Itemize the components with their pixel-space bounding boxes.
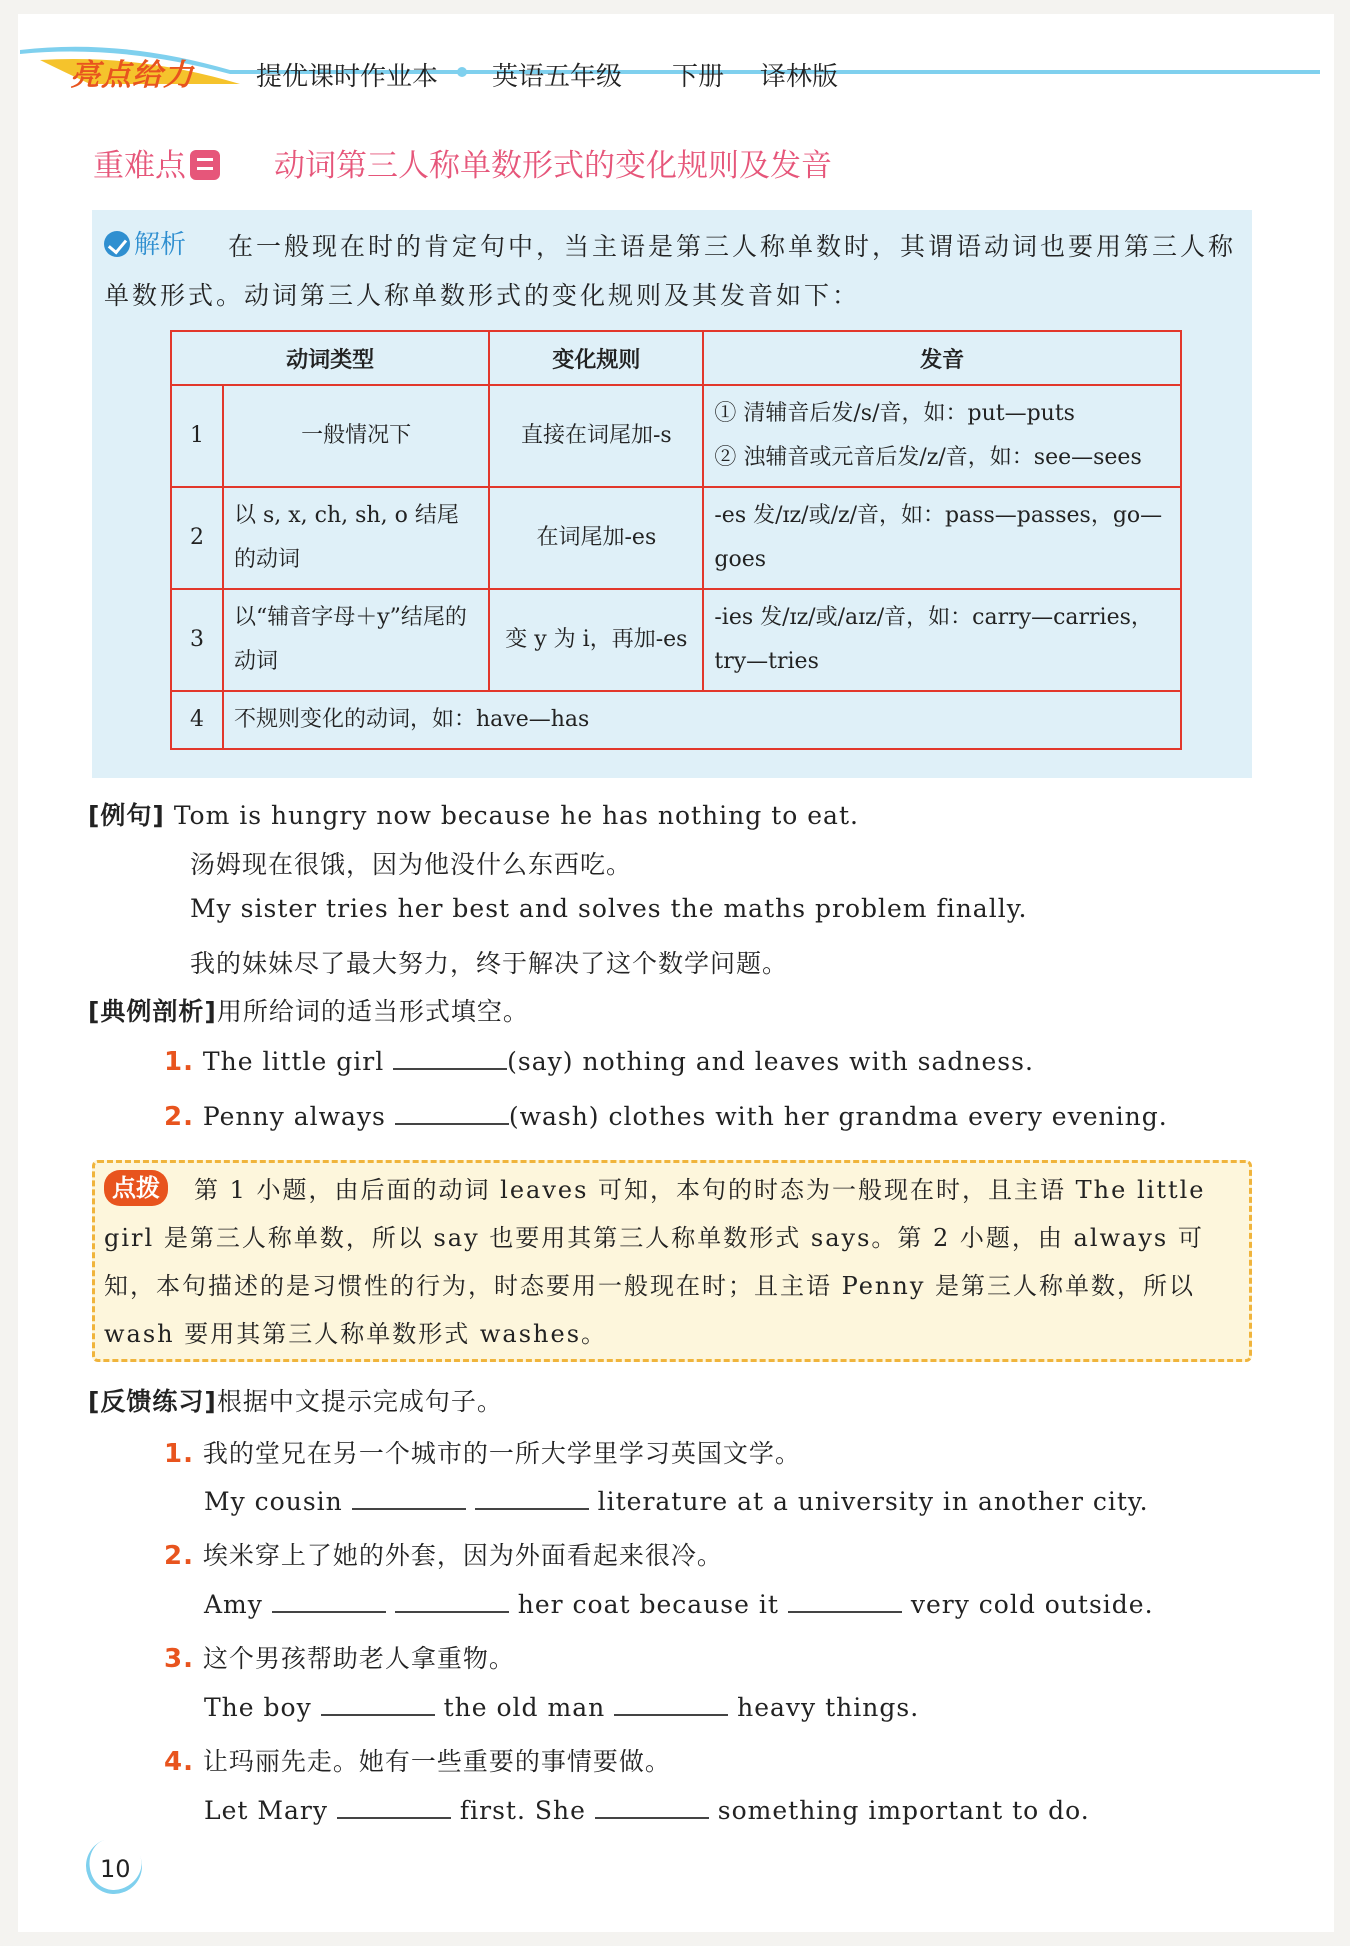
example-line: 我的妹妹尽了最大努力，终于解决了这个数学问题。 (190, 949, 789, 978)
answer-blank[interactable] (393, 1044, 507, 1070)
practice-item-cn: 1. 我的堂兄在另一个城市的一所大学里学习英国文学。 (164, 1439, 801, 1469)
answer-blank[interactable] (321, 1690, 435, 1716)
page-number: 10 (100, 1855, 131, 1883)
example-line: My sister tries her best and solves the maths problem finally. (190, 894, 1028, 923)
brand-logo: 亮点给力 (70, 58, 194, 93)
typical-header: [典例剖析]用所给词的适当形式填空。 (88, 997, 529, 1026)
answer-blank[interactable] (788, 1587, 902, 1613)
volume-label: 下册 (672, 62, 725, 92)
example-tag: [例句] (88, 801, 165, 830)
section-number-badge (190, 150, 220, 180)
answer-blank[interactable] (395, 1099, 509, 1125)
analysis-text: 在一般现在时的肯定句中，当主语是第三人称单数时，其谓语动词也要用第三人称单数形式。动词第三人称单数形式的变化规则及其发音如下： (104, 232, 1237, 310)
practice-item-cn: 3. 这个男孩帮助老人拿重物。 (164, 1644, 515, 1674)
answer-blank[interactable] (475, 1484, 589, 1510)
practice-item-en: Amy her coat because it very cold outside. (204, 1587, 1154, 1619)
analysis-label: 解析 (104, 224, 186, 261)
section-title: 动词第三人称单数形式的变化规则及发音 (274, 148, 832, 184)
table-row: 2 以 s, x, ch, sh, o 结尾的动词 在词尾加-es -es 发/ɪz/或/z/音，如：pass—passes，go—goes (171, 487, 1181, 589)
answer-blank[interactable] (352, 1484, 466, 1510)
practice-item-cn: 2. 埃米穿上了她的外套，因为外面看起来很冷。 (164, 1541, 723, 1571)
header-pron: 发音 (703, 331, 1181, 385)
subject-label: 英语五年级 (492, 62, 623, 92)
typical-item: 1. The little girl (say) nothing and leaves with sadness. (164, 1044, 1034, 1077)
tip-label: 点拨 (104, 1170, 168, 1206)
edition-label: 译林版 (760, 62, 839, 92)
practice-item-cn: 4. 让玛丽先走。她有一些重要的事情要做。 (164, 1747, 671, 1777)
header-rule: 变化规则 (489, 331, 703, 385)
header-type: 动词类型 (171, 331, 489, 385)
answer-blank[interactable] (614, 1690, 728, 1716)
table-row: 3 以“辅音字母＋y”结尾的动词 变 y 为 i，再加-es -ies 发/ɪz/或/aɪz/音，如：carry—carries，try—tries (171, 589, 1181, 691)
practice-header: [反馈练习]根据中文提示完成句子。 (88, 1387, 503, 1416)
table-row: 1 一般情况下 直接在词尾加-s ① 清辅音后发/s/音，如：put—puts ② 浊辅音或元音后发/z/音，如：see—sees (171, 385, 1181, 487)
practice-item-en: My cousin literature at a university in another city. (204, 1484, 1149, 1516)
table-row: 4 不规则变化的动词，如：have—has (171, 691, 1181, 749)
tip-text: 第 1 小题，由后面的动词 leaves 可知，本句的时态为一般现在时，且主语 The little girl 是第三人称单数，所以 say 也要用其第三人称单数形式 says。第 2 小题，由 always 可知，本句描述的是习惯性的行为，时态要用一般现在时；且主语 Penny 是第三人称单数，所以 wash 要用其第三人称单数形式 washes。 (104, 1176, 1206, 1348)
answer-blank[interactable] (595, 1793, 709, 1819)
answer-blank[interactable] (272, 1587, 386, 1613)
answer-blank[interactable] (337, 1793, 451, 1819)
answer-blank[interactable] (395, 1587, 509, 1613)
example-line: 汤姆现在很饿，因为他没什么东西吃。 (190, 850, 633, 879)
book-title: 提优课时作业本 (256, 62, 439, 92)
table-header-row (171, 331, 1181, 385)
typical-item: 2. Penny always (wash) clothes with her grandma every evening. (164, 1099, 1168, 1132)
header-swoosh (0, 30, 1320, 100)
rules-table (170, 330, 1182, 750)
practice-item-en: The boy the old man heavy things. (204, 1690, 919, 1722)
example-line: [例句] Tom is hungry now because he has nothing to eat. (88, 801, 859, 830)
practice-item-en: Let Mary first. She something important to do. (204, 1793, 1090, 1825)
section-label: 重难点 (93, 140, 224, 185)
